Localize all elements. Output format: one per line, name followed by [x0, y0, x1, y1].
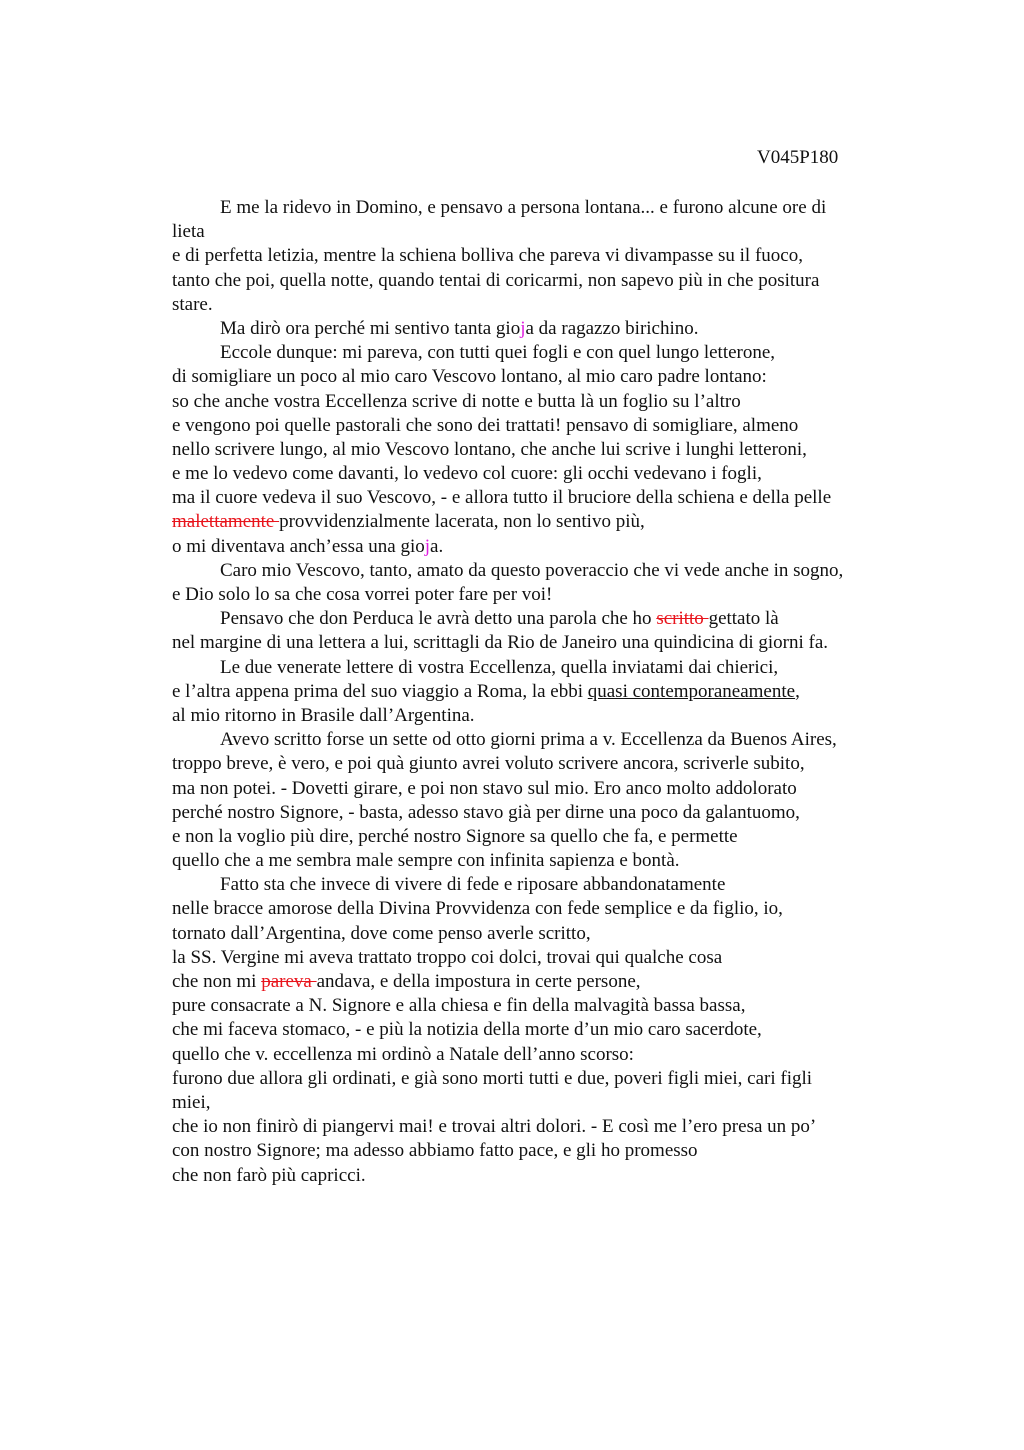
text-line: [172, 583, 912, 607]
text-segment: stare.: [172, 293, 213, 315]
text-line: [172, 825, 912, 849]
text-line: [172, 970, 912, 994]
text-line: [172, 1139, 912, 1163]
text-line: [172, 704, 912, 728]
text-segment: Eccole dunque: mi pareva, con tutti quei fogli e con quel lungo letterone,: [220, 342, 776, 364]
underlined-text: quasi contemporaneamente: [587, 680, 796, 702]
text-segment: ma non potei. - Dovetti girare, e poi non stavo sul mio. Ero anco molto addolorato: [172, 777, 797, 799]
text-segment: Ma dirò ora perché mi sentivo tanta gio: [220, 317, 521, 339]
text-line: [172, 414, 912, 438]
text-line: [172, 293, 912, 317]
deleted-text: malettamente: [172, 511, 280, 533]
text-line: [172, 1091, 912, 1115]
text-segment: miei,: [172, 1091, 211, 1113]
text-line: [172, 680, 912, 704]
text-segment: e di perfetta letizia, mentre la schiena bolliva che pareva vi divampasse su il fuoco,: [172, 245, 803, 267]
text-line: [172, 462, 912, 486]
text-segment: nel margine di una lettera a lui, scrittagli da Rio de Janeiro una quindicina di giorni fa.: [172, 632, 829, 654]
text-segment: Fatto sta che invece di vivere di fede e riposare abbandonatamente: [220, 874, 726, 896]
text-segment: quello che a me sembra male sempre con infinita sapienza e bontà.: [172, 850, 680, 872]
text-line: [172, 559, 912, 583]
text-segment: tanto che poi, quella notte, quando tentai di coricarmi, non sapevo più in che positura: [172, 269, 820, 291]
letter-body: [172, 196, 912, 1188]
text-segment: con nostro Signore; ma adesso abbiamo fatto pace, e gli ho promesso: [172, 1140, 698, 1162]
text-segment: Le due venerate lettere di vostra Eccellenza, quella inviatami dai chierici,: [220, 656, 779, 678]
text-segment: E me la ridevo in Domino, e pensavo a persona lontana... e furono alcune ore di: [220, 197, 827, 218]
text-line: [172, 535, 912, 559]
text-line: [172, 607, 912, 631]
deleted-text: pareva: [261, 971, 317, 992]
text-line: [172, 1018, 912, 1042]
text-line: [172, 486, 912, 510]
text-segment: e non la voglio più dire, perché nostro Signore sa quello che fa, e permette: [172, 825, 738, 847]
inserted-text: j: [520, 317, 526, 339]
text-segment: nelle bracce amorose della Divina Provvidenza con fede semplice e da figlio, io,: [172, 898, 783, 920]
text-segment: al mio ritorno in Brasile dall’Argentina.: [172, 704, 475, 726]
text-segment: furono due allora gli ordinati, e già sono morti tutti e due, poveri figli miei, cari figli: [172, 1067, 813, 1089]
text-line: [172, 801, 912, 825]
inserted-text: j: [424, 535, 431, 557]
text-line: [172, 849, 912, 873]
text-segment: che non mi: [172, 971, 262, 992]
text-segment: che non farò più capricci.: [172, 1164, 366, 1186]
text-line: [172, 438, 912, 462]
text-line: [172, 317, 912, 341]
text-line: [172, 341, 912, 365]
text-segment: di somigliare un poco al mio caro Vescovo lontano, al mio caro padre lontano:: [172, 366, 767, 388]
text-segment: e vengono poi quelle pastorali che sono dei trattati! pensavo di somigliare, almeno: [172, 414, 799, 436]
text-line: [172, 244, 912, 268]
text-segment: a da ragazzo birichino.: [525, 317, 699, 339]
text-line: [172, 994, 912, 1018]
text-segment: nello scrivere lungo, al mio Vescovo lontano, che anche lui scrive i lunghi letteroni,: [172, 438, 807, 460]
deleted-text: scritto: [656, 608, 709, 630]
text-segment: lieta: [172, 221, 205, 243]
text-line: [172, 220, 912, 244]
text-line: [172, 365, 912, 389]
text-segment: pure consacrate a N. Signore e alla chiesa e fin della malvagità bassa bassa,: [172, 995, 746, 1017]
text-segment: tornato dall’Argentina, dove come penso averle scritto,: [172, 922, 591, 944]
text-segment: quello che v. eccellenza mi ordinò a Natale dell’anno scorso:: [172, 1043, 634, 1065]
text-line: [172, 946, 912, 970]
text-segment: e Dio solo lo sa che cosa vorrei poter fare per voi!: [172, 584, 553, 605]
text-line: [172, 1067, 912, 1091]
text-line: [172, 656, 912, 680]
text-segment: a.: [430, 535, 444, 557]
text-segment: Avevo scritto forse un sette od otto giorni prima a v. Eccellenza da Buenos Aires,: [220, 729, 837, 751]
text-line: [172, 196, 912, 220]
text-line: [172, 631, 912, 655]
text-segment: la SS. Vergine mi aveva trattato troppo coi dolci, trovai qui qualche cosa: [172, 946, 723, 968]
text-segment: troppo breve, è vero, e poi quà giunto avrei voluto scrivere ancora, scriverle subito,: [172, 753, 805, 775]
text-line: [172, 1115, 912, 1139]
text-line: [172, 873, 912, 897]
text-line: [172, 777, 912, 801]
text-line: [172, 1164, 912, 1188]
text-line: [172, 1043, 912, 1067]
text-segment: so che anche vostra Eccellenza scrive di notte e butta là un foglio su l’altro: [172, 390, 741, 412]
text-segment: e l’altra appena prima del suo viaggio a Roma, la ebbi: [172, 680, 588, 702]
text-segment: Caro mio Vescovo, tanto, amato da questo poveraccio che vi vede anche in sogno,: [220, 559, 844, 581]
text-line: [172, 922, 912, 946]
text-segment: che io non finirò di piangervi mai! e trovai altri dolori. - E così me l’ero presa un po’: [172, 1116, 817, 1138]
text-line: [172, 269, 912, 293]
text-segment: e me lo vedevo come davanti, lo vedevo col cuore: gli occhi vedevano i fogli,: [172, 463, 762, 485]
text-segment: ,: [795, 680, 800, 702]
text-line: [172, 510, 912, 534]
text-segment: ma il cuore vedeva il suo Vescovo, - e allora tutto il bruciore della schiena e della pelle: [172, 487, 832, 509]
text-segment: andava, e della impostura in certe persone,: [316, 971, 641, 992]
text-segment: provvidenzialmente lacerata, non lo sentivo più,: [279, 511, 645, 533]
text-segment: gettato là: [708, 608, 779, 630]
text-segment: o mi diventava anch’essa una gio: [172, 535, 425, 557]
text-segment: che mi faceva stomaco, - e più la notizia della morte d’un mio caro sacerdote,: [172, 1019, 762, 1041]
text-line: [172, 728, 912, 752]
text-line: [172, 390, 912, 414]
text-segment: Pensavo che don Perduca le avrà detto una parola che ho: [220, 608, 657, 630]
text-line: [172, 897, 912, 921]
text-line: [172, 752, 912, 776]
page-identifier: V045P180: [757, 147, 839, 168]
text-segment: perché nostro Signore, - basta, adesso stavo già per dirne una poco da galantuomo,: [172, 801, 800, 823]
